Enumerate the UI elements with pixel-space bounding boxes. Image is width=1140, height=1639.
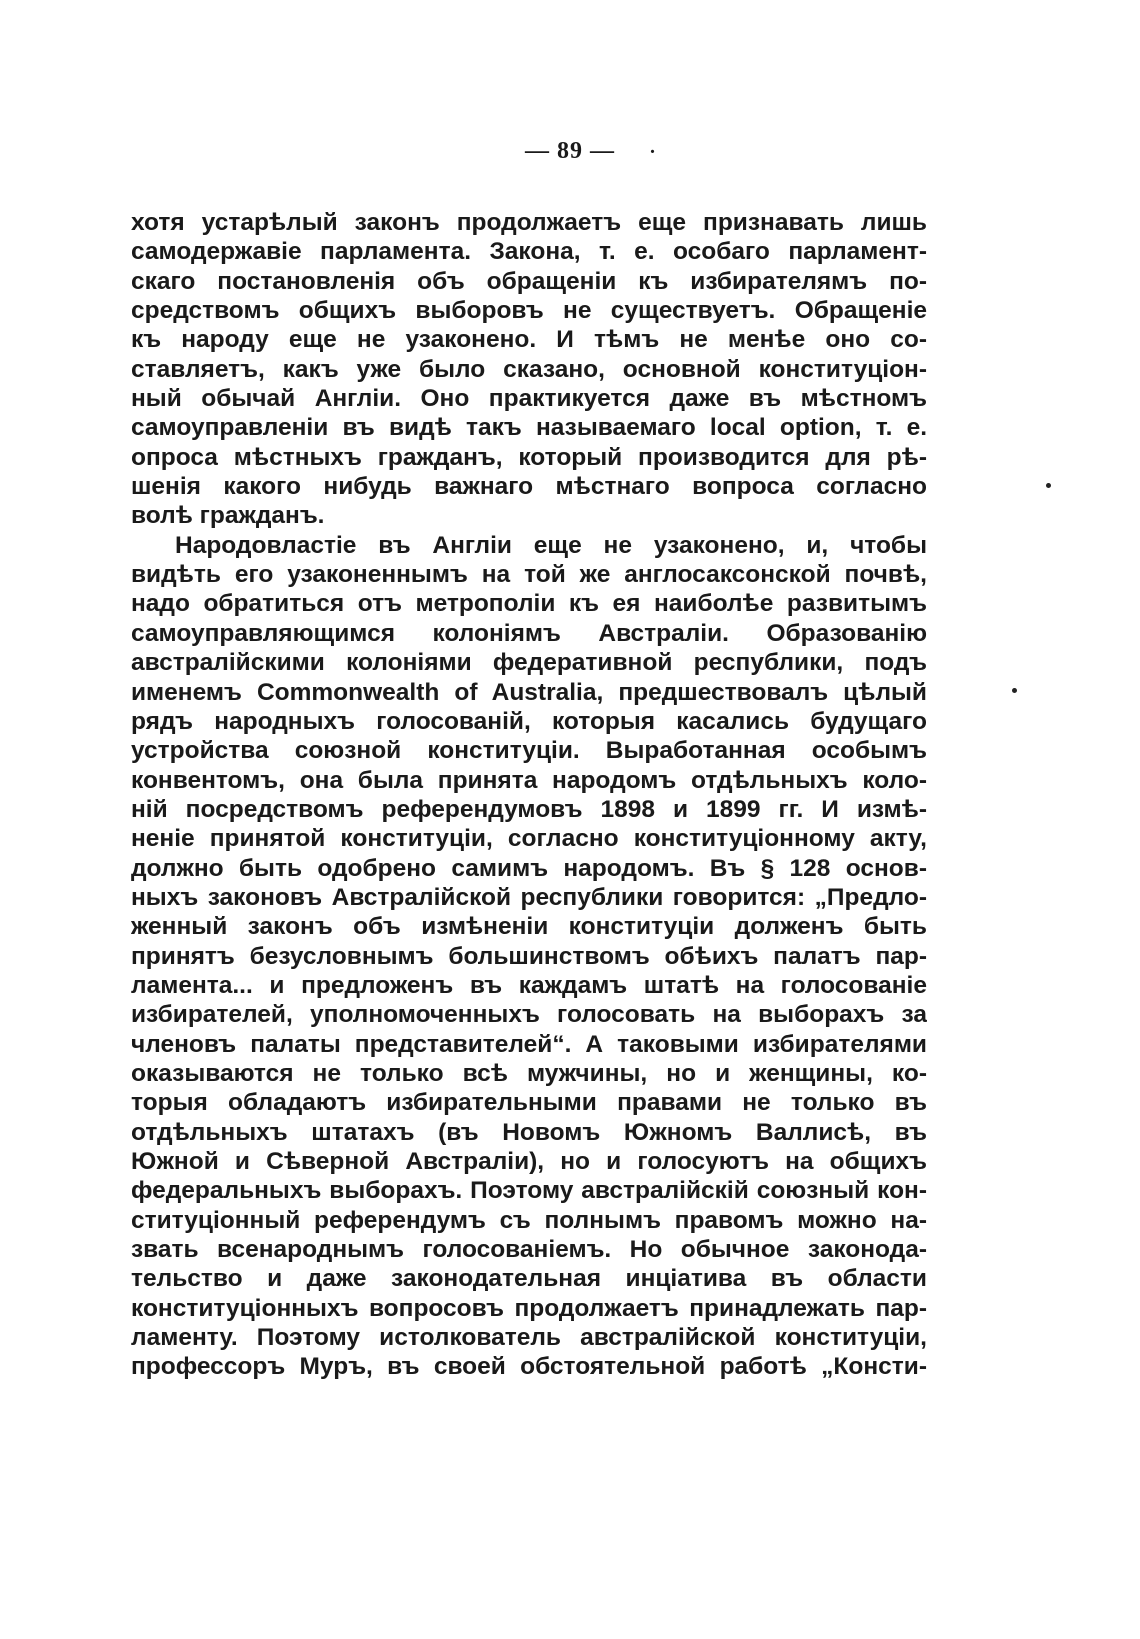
text-line: ламенту. Поэтому истолкователь австралійской конституціи, — [131, 1324, 927, 1352]
text-line: хотя устарѣлый законъ продолжаетъ еще признавать лишь — [131, 209, 927, 236]
paragraph-2 — [131, 531, 927, 1382]
text-line: членовъ палаты представителей“. А таковыми избирателями — [131, 1030, 927, 1058]
text-line: должно быть одобрено самимъ народомъ. Въ § 128 основ- — [131, 854, 927, 882]
paragraph-1 — [131, 208, 927, 531]
text-line: ній посредствомъ референдумовъ 1898 и 1899 гг. И измѣ- — [131, 795, 927, 823]
text-line: избирателей, уполномоченныхъ голосовать на выборахъ за — [131, 1001, 927, 1029]
text-line: австралійскими колоніями федеративной республики, подъ — [131, 649, 927, 677]
text-line: неніе принятой конституціи, согласно конституціонному акту, — [131, 825, 927, 853]
text-line: устройства союзной конституціи. Выработанная особымъ — [131, 737, 927, 765]
page-number — [0, 138, 1140, 165]
text-line: средствомъ общихъ выборовъ не существуетъ. Обращеніе — [131, 297, 927, 325]
text-line: профессоръ Муръ, въ своей обстоятельной работѣ „Консти- — [131, 1353, 927, 1381]
scan-speck — [1012, 688, 1017, 693]
text-line: волѣ гражданъ. — [131, 502, 325, 530]
text-line: видѣть его узаконеннымъ на той же англосаксонской почвѣ, — [131, 561, 927, 589]
text-line: самоуправленіи въ видѣ такъ называемаго local option, т. е. — [131, 414, 927, 442]
text-line: оказываются не только всѣ мужчины, но и женщины, ко- — [131, 1059, 927, 1087]
text-line: Народовластіе въ Англіи еще не узаконено, и, чтобы — [175, 531, 927, 559]
text-line: самоуправляющимся колоніямъ Австраліи. Образованію — [131, 619, 927, 647]
scan-speck — [1046, 483, 1051, 488]
text-line: звать всенароднымъ голосованіемъ. Но обычное законода- — [131, 1236, 927, 1264]
text-line: ституціонный референдумъ съ полнымъ правомъ можно на- — [131, 1206, 927, 1234]
text-line: конвентомъ, она была принята народомъ отдѣльныхъ коло- — [131, 766, 927, 794]
text-line: рядъ народныхъ голосованій, которыя касались будущаго — [131, 707, 927, 735]
text-line: ныхъ законовъ Австралійской республики говорится: „Предло- — [131, 883, 927, 911]
text-line: надо обратиться отъ метрополіи къ ея наиболѣе развитымъ — [131, 590, 927, 618]
text-line: тельство и даже законодательная инціатива въ области — [131, 1265, 927, 1293]
text-line: федеральныхъ выборахъ. Поэтому австралійскій союзный кон- — [131, 1177, 927, 1205]
text-line: женный законъ объ измѣненіи конституціи долженъ быть — [131, 913, 927, 941]
body-text — [131, 208, 927, 1382]
text-line: торыя обладаютъ избирательными правами не только въ — [131, 1089, 927, 1117]
text-line: отдѣльныхъ штатахъ (въ Новомъ Южномъ Валлисѣ, въ — [131, 1118, 927, 1146]
text-line: именемъ Commonwealth of Australia, предшествовалъ цѣлый — [131, 678, 927, 706]
text-line: принятъ безусловнымъ большинствомъ обѣихъ палатъ пар- — [131, 942, 927, 970]
text-line: скаго постановленія объ обращеніи къ избирателямъ по- — [131, 267, 927, 295]
text-line: ламента... и предложенъ въ каждамъ штатѣ на голосованіе — [131, 971, 927, 999]
text-line: ставляетъ, какъ уже было сказано, основной конституціон- — [131, 355, 927, 383]
page-number-text: — 89 — — [525, 138, 615, 164]
text-line: самодержавіе парламента. Закона, т. е. особаго парламент- — [131, 238, 927, 266]
text-line: опроса мѣстныхъ гражданъ, который производится для рѣ- — [131, 443, 927, 471]
page-number-dot: . — [650, 136, 656, 158]
text-line: къ народу еще не узаконено. И тѣмъ не менѣе оно со- — [131, 326, 927, 354]
text-line: конституціонныхъ вопросовъ продолжаетъ принадлежать пар- — [131, 1294, 927, 1322]
text-line: шенія какого нибудь важнаго мѣстнаго вопроса согласно — [131, 473, 927, 501]
text-line: ный обычай Англіи. Оно практикуется даже въ мѣстномъ — [131, 385, 927, 413]
text-line: Южной и Сѣверной Австраліи), но и голосуютъ на общихъ — [131, 1148, 927, 1175]
